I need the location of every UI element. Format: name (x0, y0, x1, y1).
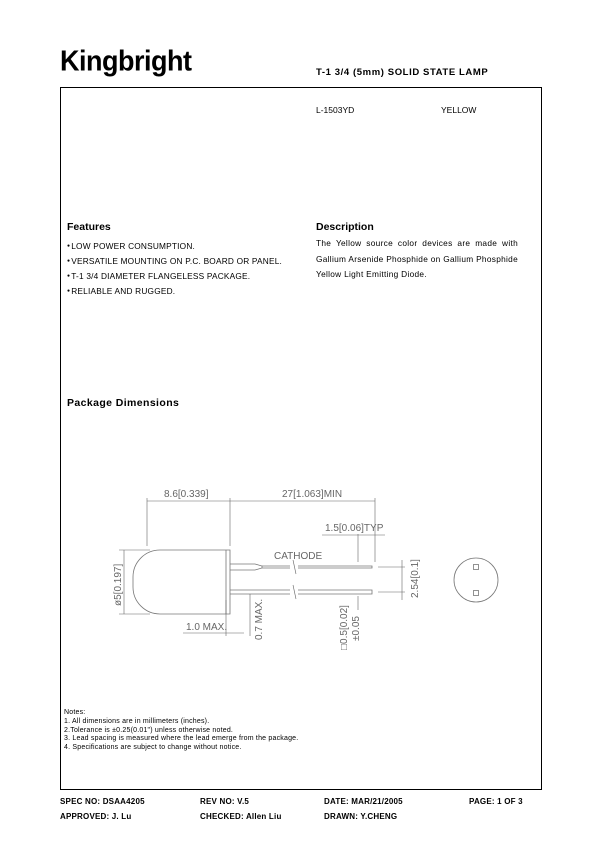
document-date: DATE: MAR/21/2005 (324, 797, 403, 806)
page-number: PAGE: 1 OF 3 (469, 797, 523, 806)
part-color: YELLOW (441, 105, 477, 115)
led-body-outline (133, 550, 230, 614)
break-mark (293, 560, 296, 574)
notes-heading: Notes: (64, 709, 86, 716)
note-item: 2.Tolerance is ±0.25(0.01") unless otherwise noted. (64, 726, 234, 734)
lead-length-dim: 27[1.063]MIN (282, 489, 343, 500)
body-length-dim: 8.6[0.339] (164, 489, 209, 500)
approved-by: APPROVED: J. Lu (60, 812, 132, 821)
lead-tolerance-dim: ±0.05 (351, 616, 362, 641)
checked-by: CHECKED: Allen Liu (200, 812, 282, 821)
lead-spacing-dim: 2.54[0.1] (410, 559, 421, 598)
feature-item: ● T-1 3/4 DIAMETER FLANGELESS PACKAGE. (67, 269, 282, 284)
drawn-by: DRAWN: Y.CHENG (324, 812, 398, 821)
description-heading: Description (316, 221, 374, 233)
kingbright-logo: Kingbright (60, 45, 192, 77)
bottom-view-lead (474, 591, 479, 596)
feature-item: ● LOW POWER CONSUMPTION. (67, 239, 282, 254)
features-heading: Features (67, 221, 111, 233)
note-item: 3. Lead spacing is measured where the lead emerge from the package. (64, 735, 299, 743)
note-item: 1. All dimensions are in millimeters (inches). (64, 717, 210, 725)
flange-max-dim: 1.0 MAX. (186, 622, 228, 633)
spec-number: SPEC NO: DSAA4205 (60, 797, 145, 806)
notes-block (64, 709, 298, 753)
feature-item: ● RELIABLE AND RUGGED. (67, 284, 282, 299)
break-mark (293, 585, 296, 599)
description-text: The Yellow source color devices are made with Gallium Arsenide Phosphide on Gallium Phosphide Yellow Light Emitting Diode. (316, 238, 518, 279)
lead-stub-dim: 1.5[0.06]TYP (325, 523, 384, 534)
part-number: L-1503YD (316, 105, 355, 115)
bottom-view-lead (474, 565, 479, 570)
lead-lower (230, 590, 372, 594)
cathode-label: CATHODE (274, 551, 323, 562)
lead-square-dim: □0.5[0.02] (339, 605, 350, 650)
diameter-dim: ø5[0.197] (113, 563, 124, 606)
document-title: T-1 3/4 (5mm) SOLID STATE LAMP (316, 67, 489, 78)
lead-max-dim: 0.7 MAX. (254, 598, 265, 640)
package-dimensions-heading: Package Dimensions (67, 397, 180, 409)
feature-item: ● VERSATILE MOUNTING ON P.C. BOARD OR PANEL. (67, 254, 282, 269)
lead-upper (230, 564, 372, 570)
note-item: 4. Specifications are subject to change without notice. (64, 744, 242, 752)
revision-number: REV NO: V.5 (200, 797, 250, 806)
